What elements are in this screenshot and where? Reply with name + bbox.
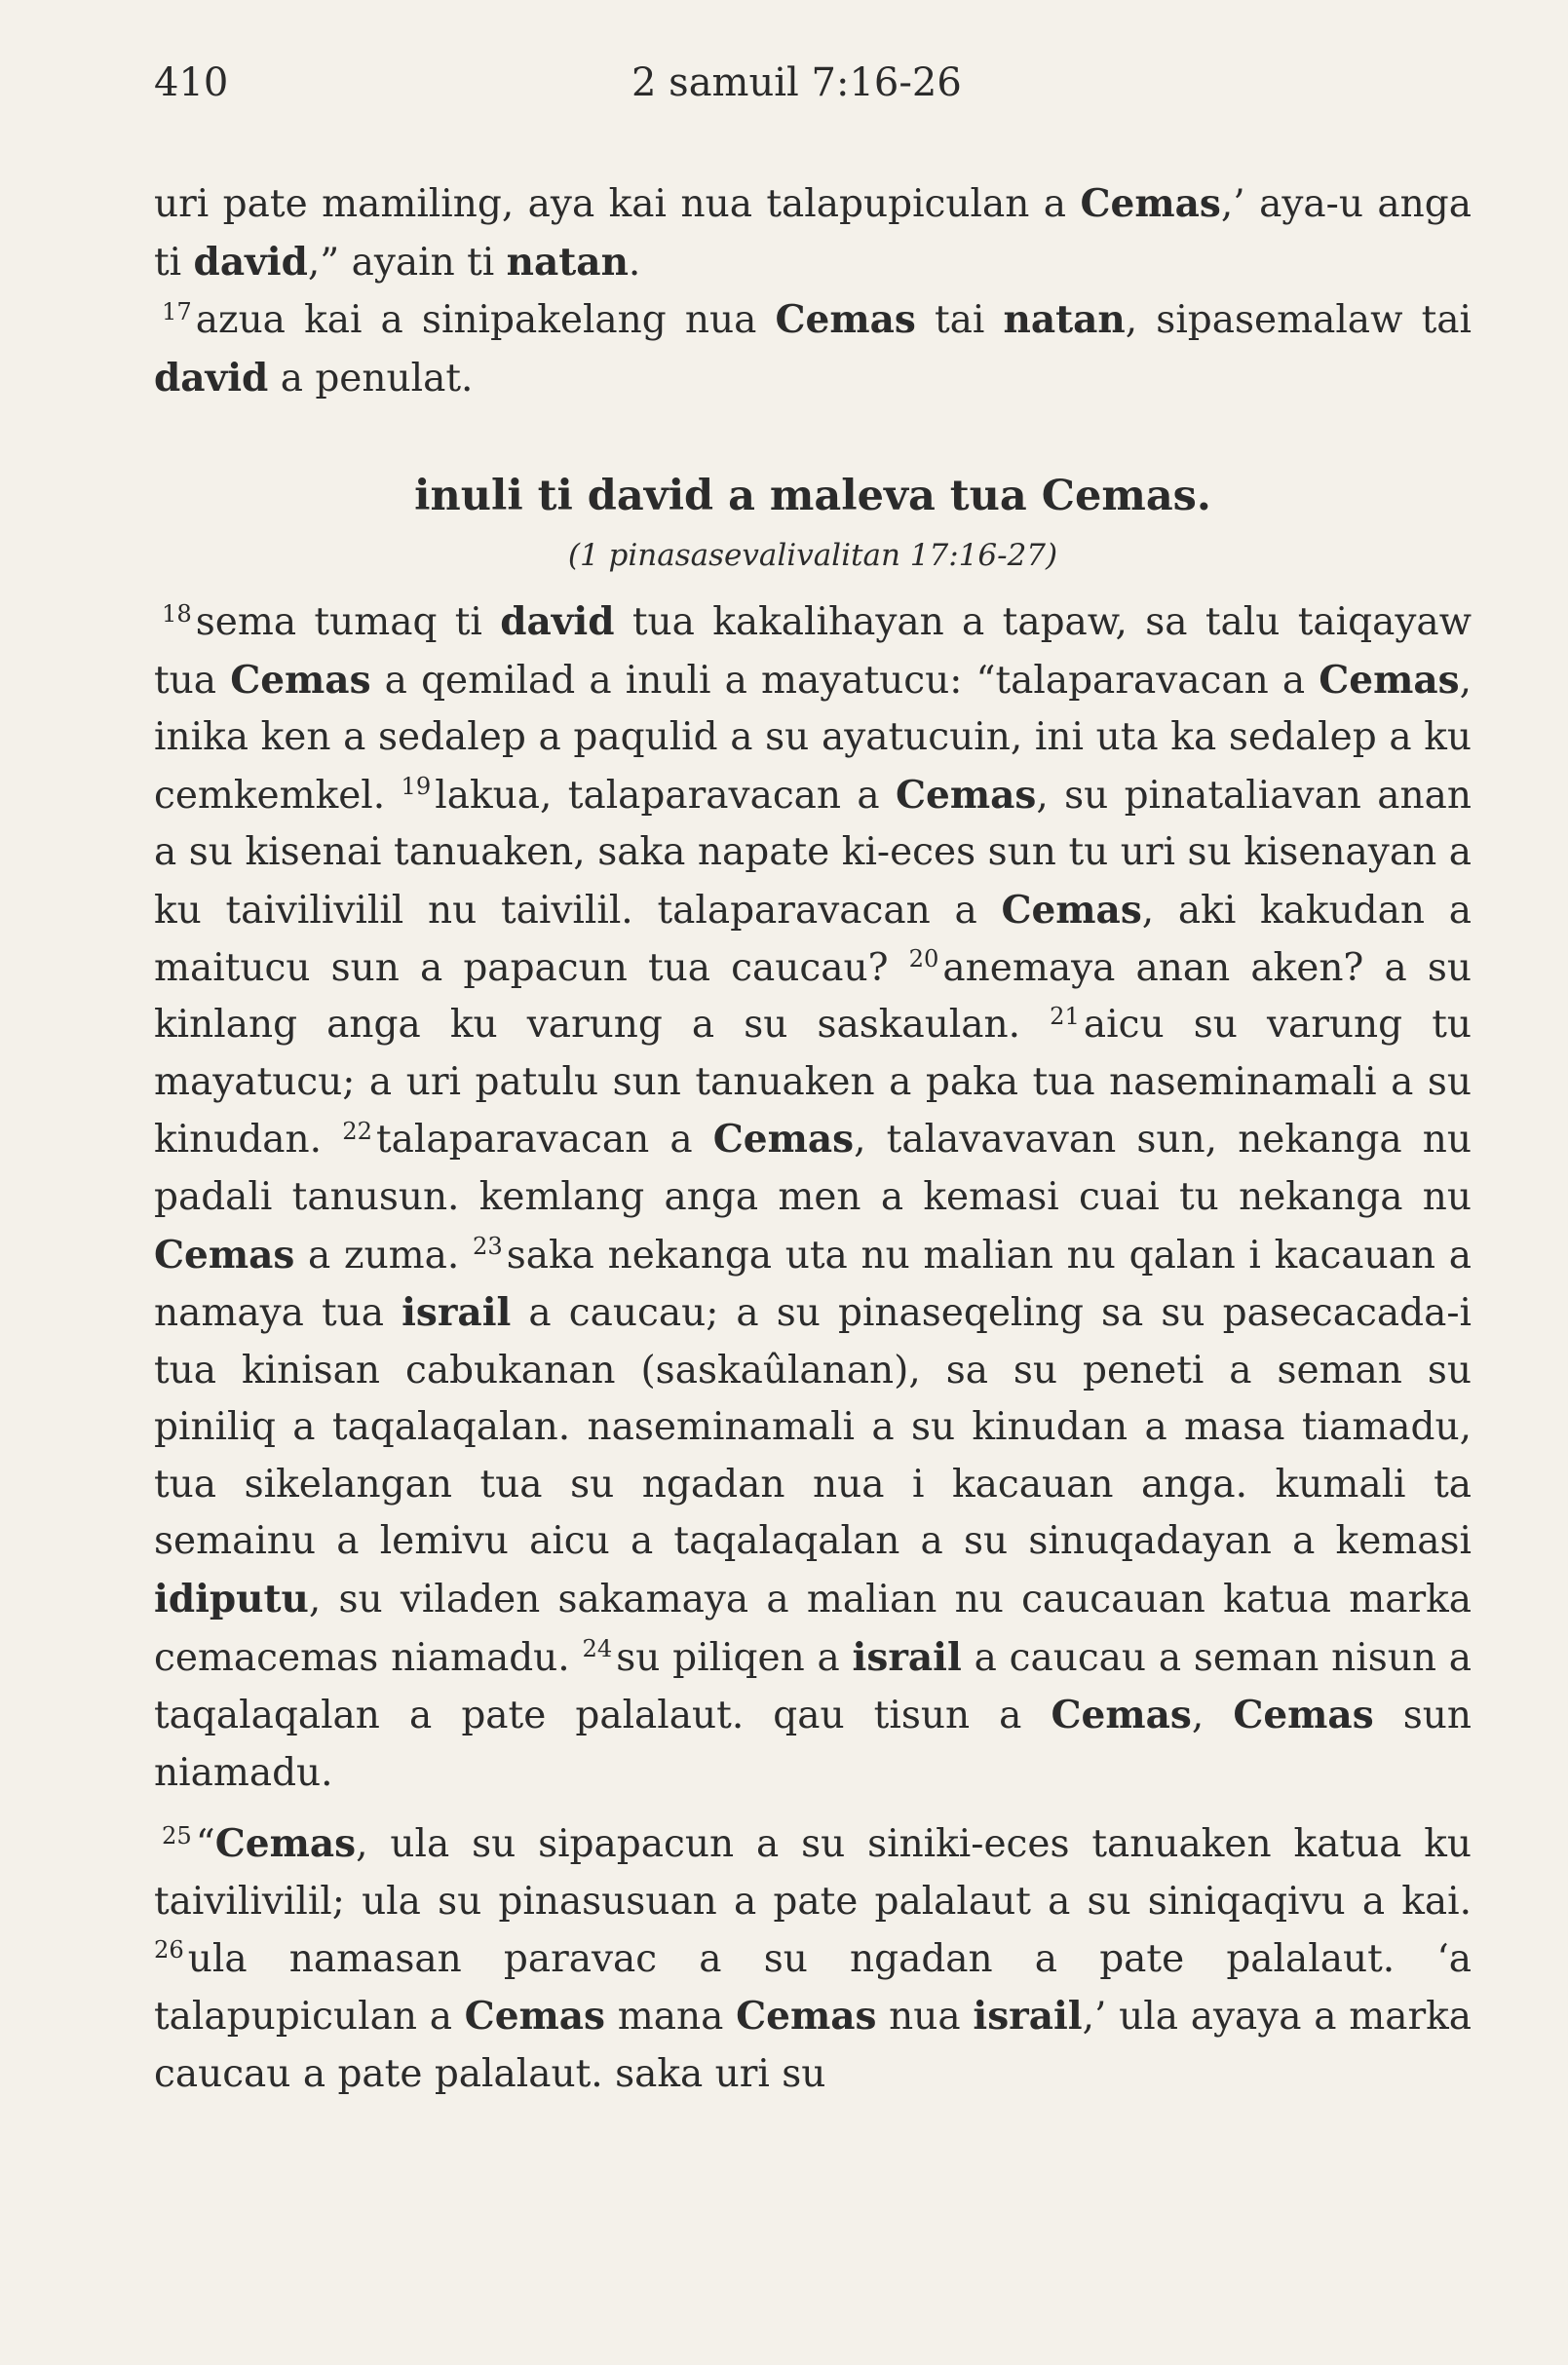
- verse-number: 23: [473, 1233, 503, 1261]
- page-header: [154, 60, 1461, 119]
- verse-number: 18: [162, 599, 192, 628]
- verse-number: 19: [401, 773, 432, 801]
- page-number: 410: [154, 60, 229, 105]
- verse-number: 21: [1050, 1002, 1080, 1030]
- verse-number: 22: [342, 1118, 372, 1146]
- verse-number: 17: [162, 297, 192, 325]
- running-title: 2 samuil 7:16-26: [631, 60, 962, 105]
- paragraph-continuation: uri pate mamiling, aya kai nua talapupiculan a Cemas,’ aya-u anga ti david,” ayain ti natan.: [154, 181, 1472, 285]
- verse-number: 24: [582, 1635, 613, 1663]
- verse-17: $^{17}$ azua kai a sinipakelang nua Cemas tai natan, sipasemalaw tai david a penulat.: [154, 297, 1472, 401]
- section-heading: inuli ti david a maleva tua Cemas.: [414, 472, 1211, 521]
- verse-number: 26: [154, 1936, 184, 1964]
- verses-25-26: $^{25}$ “Cemas, ula su sipapacun a su siniki-eces tanuaken katua ku taivilivilil; ula su pinasusuan a pate palalaut a su siniqaqivu a kai. $^{26}$ ula namasan paravac a su ngadan a pate palalaut. ‘a talapupiculan a Cemas mana Cemas nua israil,’ ula ayaya a marka caucau a pate palalaut. saka uri su: [154, 1821, 1472, 2096]
- cross-reference: (1 pinasasevalivalitan 17:16-27): [567, 537, 1058, 573]
- text-body: [154, 175, 1472, 2103]
- verse-number: 20: [908, 945, 939, 973]
- verse-number: 25: [162, 1822, 192, 1850]
- verses-18-24: $^{18}$ sema tumaq ti david tua kakalihayan a tapaw, sa talu taiqayaw tua Cemas a qemilad a inuli a mayatucu: “talaparavacan a Cemas, inika ken a sedalep a paqulid a su ayatucuin, ini uta ka sedalep a ku cemkemkel. $^{19}$ lakua, talaparavacan a Cemas, su pinataliavan anan a su kisenai tanuaken, saka napate ki-eces sun tu uri su kisenayan a ku taivilivilil nu taivilil. talaparavacan a Cemas, aki kakudan a maitucu sun a papacun tua caucau? $^{20}$ anemaya anan aken? a su kinlang anga ku varung a su saskaulan. $^{21}$ aicu su varung tu mayatucu; a uri patulu sun tanuaken a paka tua naseminamali a su kinudan. $^{22}$ talaparavacan a Cemas, talavavavan sun, nekanga nu padali tanusun. kemlang anga men a kemasi cuai tu nekanga nu Cemas a zuma. $^{23}$ saka nekanga uta nu malian nu qalan i kacauan a namaya tua israil a caucau; a su pinaseqeling sa su pasecacada-i tua kinisan cabukanan (saskaûlanan), sa su peneti a seman su piniliq a taqalaqalan. naseminamali a su kinudan a masa tiamadu, tua sikelangan tua su ngadan nua i kacauan anga. kumali ta semainu a lemivu aicu a taqalaqalan a su sinuqadayan a kemasi idiputu, su viladen sakamaya a malian nu caucauan katua marka cemacemas niamadu. $^{24}$ su piliqen a israil a caucau a seman nisun a taqalaqalan a pate palalaut. qau tisun a Cemas, Cemas sun niamadu.: [154, 598, 1472, 1795]
